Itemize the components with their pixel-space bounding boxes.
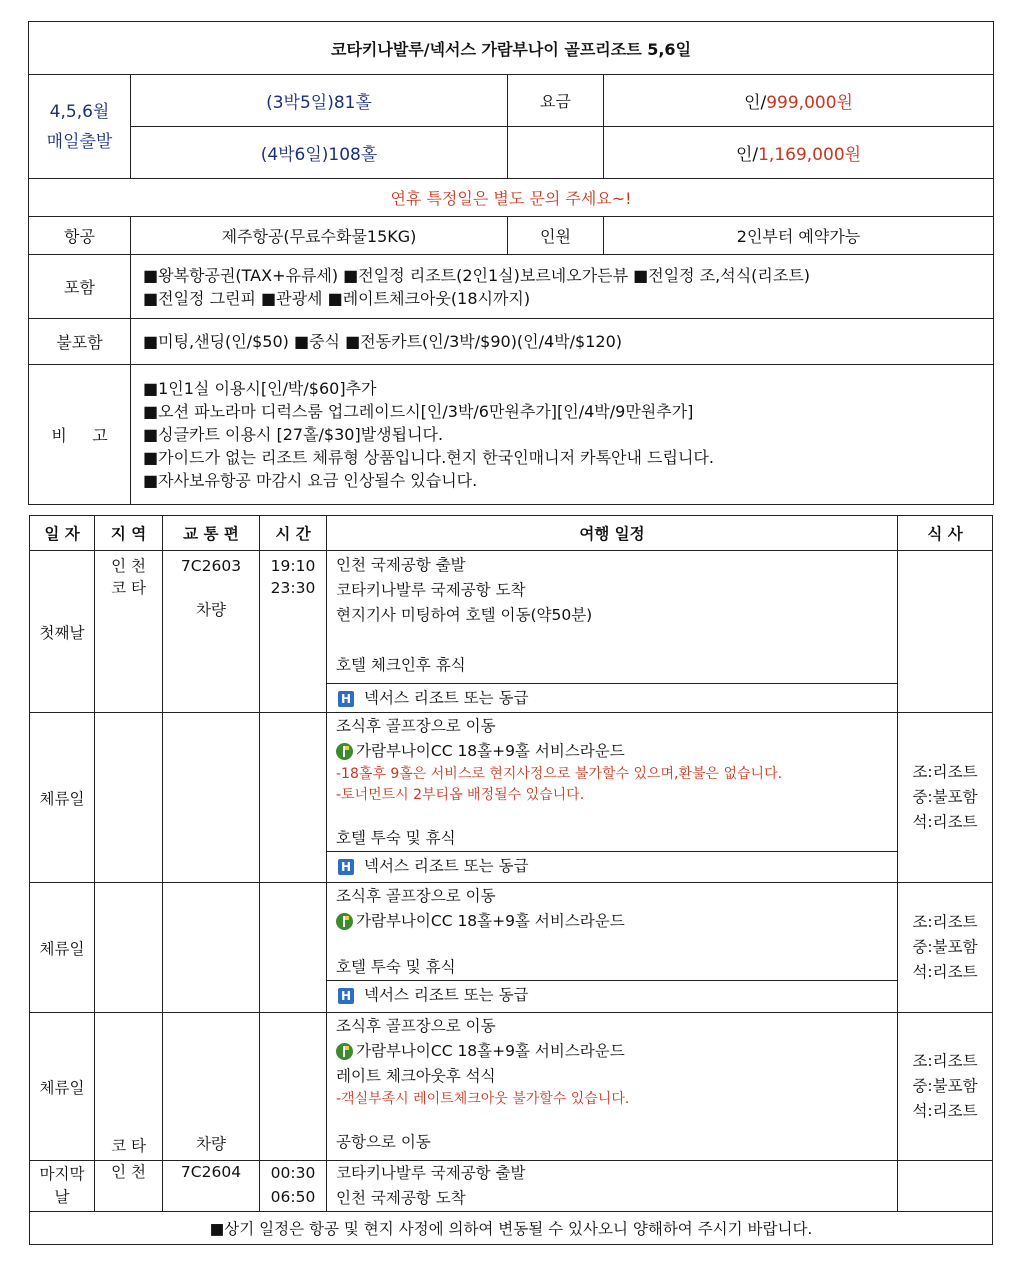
- region-item: 인 천: [111, 557, 146, 575]
- itinerary-item: 조식후 골프장으로 이동: [336, 1017, 496, 1035]
- schedule-table: [29, 515, 993, 1245]
- time-item: 19:10: [270, 557, 316, 575]
- departure-months: 4,5,6월: [49, 101, 110, 122]
- day-label: 체류일: [30, 1013, 95, 1161]
- price-3n5d: [604, 75, 994, 127]
- itinerary-item: 코타키나발루 국제공항 도착: [336, 581, 526, 599]
- included-list: [131, 255, 994, 319]
- transport-cell: [163, 551, 260, 713]
- golf-course: 가람부나이CC 18홀+9홀 서비스라운드: [356, 1042, 625, 1060]
- flight-code: 7C2604: [180, 1163, 242, 1181]
- meal-lunch: 중:불포함: [912, 788, 978, 806]
- itinerary-item: 호텔 투숙 및 휴식: [336, 829, 456, 847]
- time-item: 06:50: [270, 1188, 316, 1206]
- remark-line: ■자사보유항공 마감시 요금 인상될수 있습니다.: [143, 471, 478, 490]
- page-title: 코타키나발루/넥서스 가람부나이 골프리조트 5,6일: [29, 22, 994, 75]
- region-cell: [95, 551, 163, 713]
- remark-line: ■1인1실 이용시[인/박/$60]추가: [143, 379, 377, 398]
- day-label: 체류일: [30, 883, 95, 1013]
- itinerary-item: 현지기사 미팅하여 호텔 이동(약50분): [336, 606, 593, 624]
- itinerary-cell: [327, 551, 898, 713]
- itinerary-item: 인천 국제공항 도착: [336, 1189, 466, 1207]
- itinerary-item: 호텔 투숙 및 휴식: [336, 958, 456, 976]
- itinerary-item: 조식후 골프장으로 이동: [336, 717, 496, 735]
- meal-lunch: 중:불포함: [912, 1077, 978, 1095]
- airline-label: 항공: [29, 217, 131, 255]
- golf-course: 가람부나이CC 18홀+9홀 서비스라운드: [356, 742, 625, 760]
- meals-cell: [898, 1161, 993, 1212]
- meal-dinner: 석:리조트: [912, 813, 978, 831]
- price-4n6d: [604, 127, 994, 179]
- meals-cell: [898, 551, 993, 713]
- included-label: 포함: [29, 255, 131, 319]
- price-value: 1,169,000원: [758, 145, 862, 165]
- hotel-name: 넥서스 리조트 또는 동급: [364, 689, 529, 707]
- price-label: 요금: [508, 75, 604, 127]
- golf-icon: [336, 1043, 353, 1060]
- golf-icon: [336, 913, 353, 930]
- time-cell: [260, 883, 327, 1013]
- included-line: ■전일정 그린피 ■관광세 ■레이트체크아웃(18시까지): [143, 288, 531, 308]
- time-cell: [260, 551, 327, 713]
- header-itinerary: 여행 일정: [327, 516, 898, 551]
- footer-notice: ■상기 일정은 항공 및 현지 사정에 의하여 변동될 수 있사오니 양해하여 주시기 바랍니다.: [30, 1212, 993, 1245]
- remark-line: ■싱글카트 이용시 [27홀/$30]발생됩니다.: [143, 425, 444, 444]
- itinerary-cell: [327, 1013, 898, 1161]
- remark-line: ■가이드가 없는 리조트 체류형 상품입니다.현지 한국인매니저 카톡안내 드립니다.: [143, 448, 714, 467]
- itinerary-item: 코타키나발루 국제공항 출발: [336, 1164, 526, 1182]
- golf-course: 가람부나이CC 18홀+9홀 서비스라운드: [356, 912, 625, 930]
- info-table: [28, 21, 994, 505]
- time-cell: [260, 713, 327, 883]
- golf-icon: [336, 743, 353, 760]
- itinerary-cell: [327, 883, 898, 1013]
- included-line: ■왕복항공권(TAX+유류세) ■전일정 리조트(2인1실)보르네오가든뷰 ■전일정 조,석식(리조트): [143, 265, 811, 285]
- itinerary-item: 조식후 골프장으로 이동: [336, 887, 496, 905]
- note-line: -토너먼트시 2부티옵 배정될수 있습니다.: [336, 787, 585, 803]
- golf-line: [327, 739, 897, 764]
- hotel-line: [327, 980, 897, 1009]
- package-3n5d: (3박5일)81홀: [131, 75, 508, 127]
- region-item: 인 천: [111, 1163, 146, 1181]
- meal-lunch: 중:불포함: [912, 938, 978, 956]
- header-region: 지 역: [95, 516, 163, 551]
- golf-line: [327, 909, 897, 934]
- header-time: 시 간: [260, 516, 327, 551]
- pax-value: 2인부터 예약가능: [604, 217, 994, 255]
- transport-cell: [163, 713, 260, 883]
- time-item: 23:30: [270, 579, 316, 597]
- airline-value: 제주항공(무료수화물15KG): [131, 217, 508, 255]
- remarks-list: [131, 365, 994, 505]
- transport-item: [163, 577, 259, 599]
- meals-cell: [898, 713, 993, 883]
- package-4n6d: (4박6일)108홀: [131, 127, 508, 179]
- hotel-icon: H: [338, 859, 354, 875]
- price-value: 999,000원: [766, 93, 853, 113]
- itinerary-item: 공항으로 이동: [336, 1133, 431, 1151]
- hotel-icon: H: [338, 988, 354, 1004]
- pax-label: 인원: [508, 217, 604, 255]
- time-item: 00:30: [270, 1164, 316, 1182]
- time-cell: [260, 1013, 327, 1161]
- note-line: -18홀후 9홀은 서비스로 현지사정으로 불가할수 있으며,환불은 없습니다.: [336, 766, 783, 782]
- time-cell: [260, 1161, 327, 1212]
- day-label: 체류일: [30, 713, 95, 883]
- remarks-label: 비 고: [29, 365, 131, 505]
- transport-cell: [163, 1013, 260, 1161]
- meals-cell: [898, 1013, 993, 1161]
- transport-item: 차량: [196, 601, 226, 619]
- hotel-icon: H: [338, 691, 354, 707]
- region-cell: [95, 1013, 163, 1161]
- excluded-label: 불포함: [29, 319, 131, 365]
- region-cell: [95, 713, 163, 883]
- meal-dinner: 석:리조트: [912, 963, 978, 981]
- meal-dinner: 석:리조트: [912, 1102, 978, 1120]
- itinerary-cell: [327, 713, 898, 883]
- departure-daily: 매일출발: [46, 131, 113, 152]
- hotel-name: 넥서스 리조트 또는 동급: [364, 986, 529, 1004]
- meal-breakfast: 조:리조트: [912, 763, 978, 781]
- region-item: 코 타: [111, 1137, 146, 1155]
- golf-line: [327, 1039, 897, 1064]
- itinerary-cell: [327, 1161, 898, 1212]
- meal-breakfast: 조:리조트: [912, 913, 978, 931]
- excluded-list: [131, 319, 994, 365]
- region-item: 코 타: [111, 579, 146, 597]
- header-transport: 교 통 편: [163, 516, 260, 551]
- note-line: -객실부족시 레이트체크아웃 불가할수 있습니다.: [336, 1091, 630, 1107]
- header-day: 일 자: [30, 516, 95, 551]
- hotel-line: [327, 851, 897, 880]
- hotel-line: [327, 683, 897, 712]
- price-prefix: 인/: [744, 93, 767, 113]
- itinerary-item: 호텔 체크인후 휴식: [336, 656, 466, 674]
- price-label-empty: [508, 127, 604, 179]
- holiday-notice: 연휴 특정일은 별도 문의 주세요~!: [29, 179, 994, 217]
- transport-cell: [163, 883, 260, 1013]
- price-prefix: 인/: [735, 145, 759, 165]
- flight-code: 7C2603: [180, 557, 242, 575]
- hotel-name: 넥서스 리조트 또는 동급: [364, 857, 529, 875]
- region-cell: [95, 1161, 163, 1212]
- excluded-line: ■미팅,샌딩(인/$50) ■중식 ■전동카트(인/3박/$90)(인/4박/$120): [143, 332, 623, 351]
- itinerary-item: 인천 국제공항 출발: [336, 556, 466, 574]
- region-cell: [95, 883, 163, 1013]
- departure-cell: [29, 75, 131, 179]
- transport-cell: [163, 1161, 260, 1212]
- header-meals: 식 사: [898, 516, 993, 551]
- day-label: 마지막 날: [30, 1161, 95, 1212]
- transport-item: 차량: [196, 1135, 226, 1153]
- day-label: 첫째날: [30, 551, 95, 713]
- remark-line: ■오션 파노라마 디럭스룸 업그레이드시[인/3박/6만원추가][인/4박/9만원추가]: [143, 402, 694, 421]
- itinerary-item: [327, 628, 897, 653]
- meals-cell: [898, 883, 993, 1013]
- meal-breakfast: 조:리조트: [912, 1052, 978, 1070]
- itinerary-item: 레이트 체크아웃후 석식: [336, 1067, 496, 1085]
